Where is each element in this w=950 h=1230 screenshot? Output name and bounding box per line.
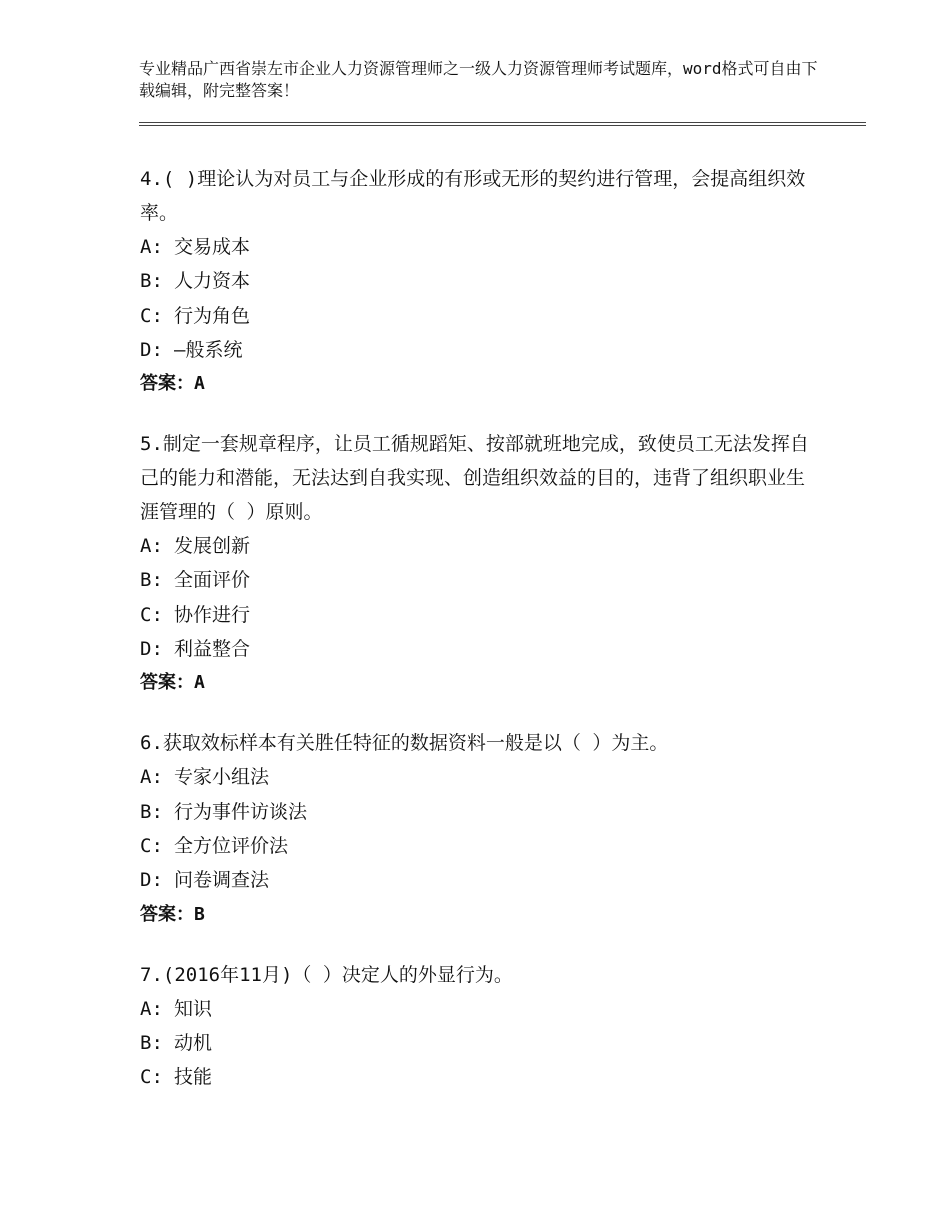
option-text: 问卷调查法 — [174, 869, 270, 892]
option-letter: B: — [140, 569, 163, 592]
option-letter: B: — [140, 1031, 163, 1054]
document-header — [139, 58, 819, 102]
option-c — [140, 829, 820, 863]
question-text: 7.(2016年11月)（ ）决定人的外显行为。 — [140, 963, 513, 986]
option-text: 动机 — [174, 1031, 213, 1054]
answer-line: 答案：B — [140, 903, 205, 925]
option-d — [140, 333, 820, 367]
option-letter: B: — [140, 270, 163, 293]
option-c — [140, 598, 820, 632]
option-b — [140, 795, 820, 829]
option-text: 发展创新 — [174, 535, 251, 558]
option-letter: A: — [140, 766, 163, 789]
option-letter: C: — [140, 1066, 163, 1089]
option-text: 知识 — [174, 997, 213, 1020]
question-list — [140, 162, 820, 1120]
question-7 — [140, 958, 820, 1095]
header-text: 专业精品广西省崇左市企业人力资源管理师之一级人力资源管理师考试题库，word格式可自由下载编辑，附完整答案！ — [139, 59, 818, 100]
option-letter: A: — [140, 236, 163, 258]
option-a — [140, 992, 820, 1026]
option-b — [140, 563, 820, 597]
option-c — [140, 1060, 820, 1094]
answer-line: 答案：A — [140, 373, 205, 395]
option-letter: C: — [140, 304, 163, 327]
question-text: 5.制定一套规章程序，让员工循规蹈矩、按部就班地完成，致使员工无法发挥自己的能力和潜能，无法达到自我实现、创造组织效益的目的，违背了组织职业生涯管理的（ ）原则。 — [140, 433, 809, 524]
option-text: 协作进行 — [174, 603, 251, 626]
option-text: 利益整合 — [174, 638, 251, 661]
option-text: —般系统 — [174, 338, 243, 361]
question-6 — [140, 726, 820, 931]
question-text: 4.( )理论认为对员工与企业形成的有形或无形的契约进行管理，会提高组织效率。 — [140, 168, 806, 224]
option-text: 技能 — [174, 1066, 213, 1089]
option-d — [140, 863, 820, 897]
option-text: 全方位评价法 — [174, 834, 289, 857]
option-a — [140, 529, 820, 563]
option-text: 人力资本 — [174, 270, 251, 293]
question-5 — [140, 427, 820, 700]
option-letter: B: — [140, 800, 163, 823]
option-a — [140, 230, 820, 264]
question-text: 6.获取效标样本有关胜任特征的数据资料一般是以（ ）为主。 — [140, 732, 669, 755]
option-a — [140, 760, 820, 794]
option-text: 专家小组法 — [174, 766, 270, 789]
option-text: 交易成本 — [174, 236, 251, 258]
option-text: 行为角色 — [174, 304, 251, 327]
option-b — [140, 264, 820, 298]
header-rule-top — [139, 122, 866, 123]
option-c — [140, 299, 820, 333]
option-d — [140, 632, 820, 666]
option-letter: A: — [140, 535, 163, 558]
option-b — [140, 1026, 820, 1060]
option-text: 行为事件访谈法 — [174, 800, 308, 823]
option-letter: D: — [140, 338, 163, 361]
option-text: 全面评价 — [174, 569, 251, 592]
option-letter: C: — [140, 834, 163, 857]
option-letter: D: — [140, 869, 163, 892]
header-rule-bottom — [139, 125, 866, 126]
option-letter: C: — [140, 603, 163, 626]
option-letter: D: — [140, 638, 163, 661]
option-letter: A: — [140, 997, 163, 1020]
answer-line: 答案：A — [140, 672, 205, 694]
question-4 — [140, 162, 820, 401]
